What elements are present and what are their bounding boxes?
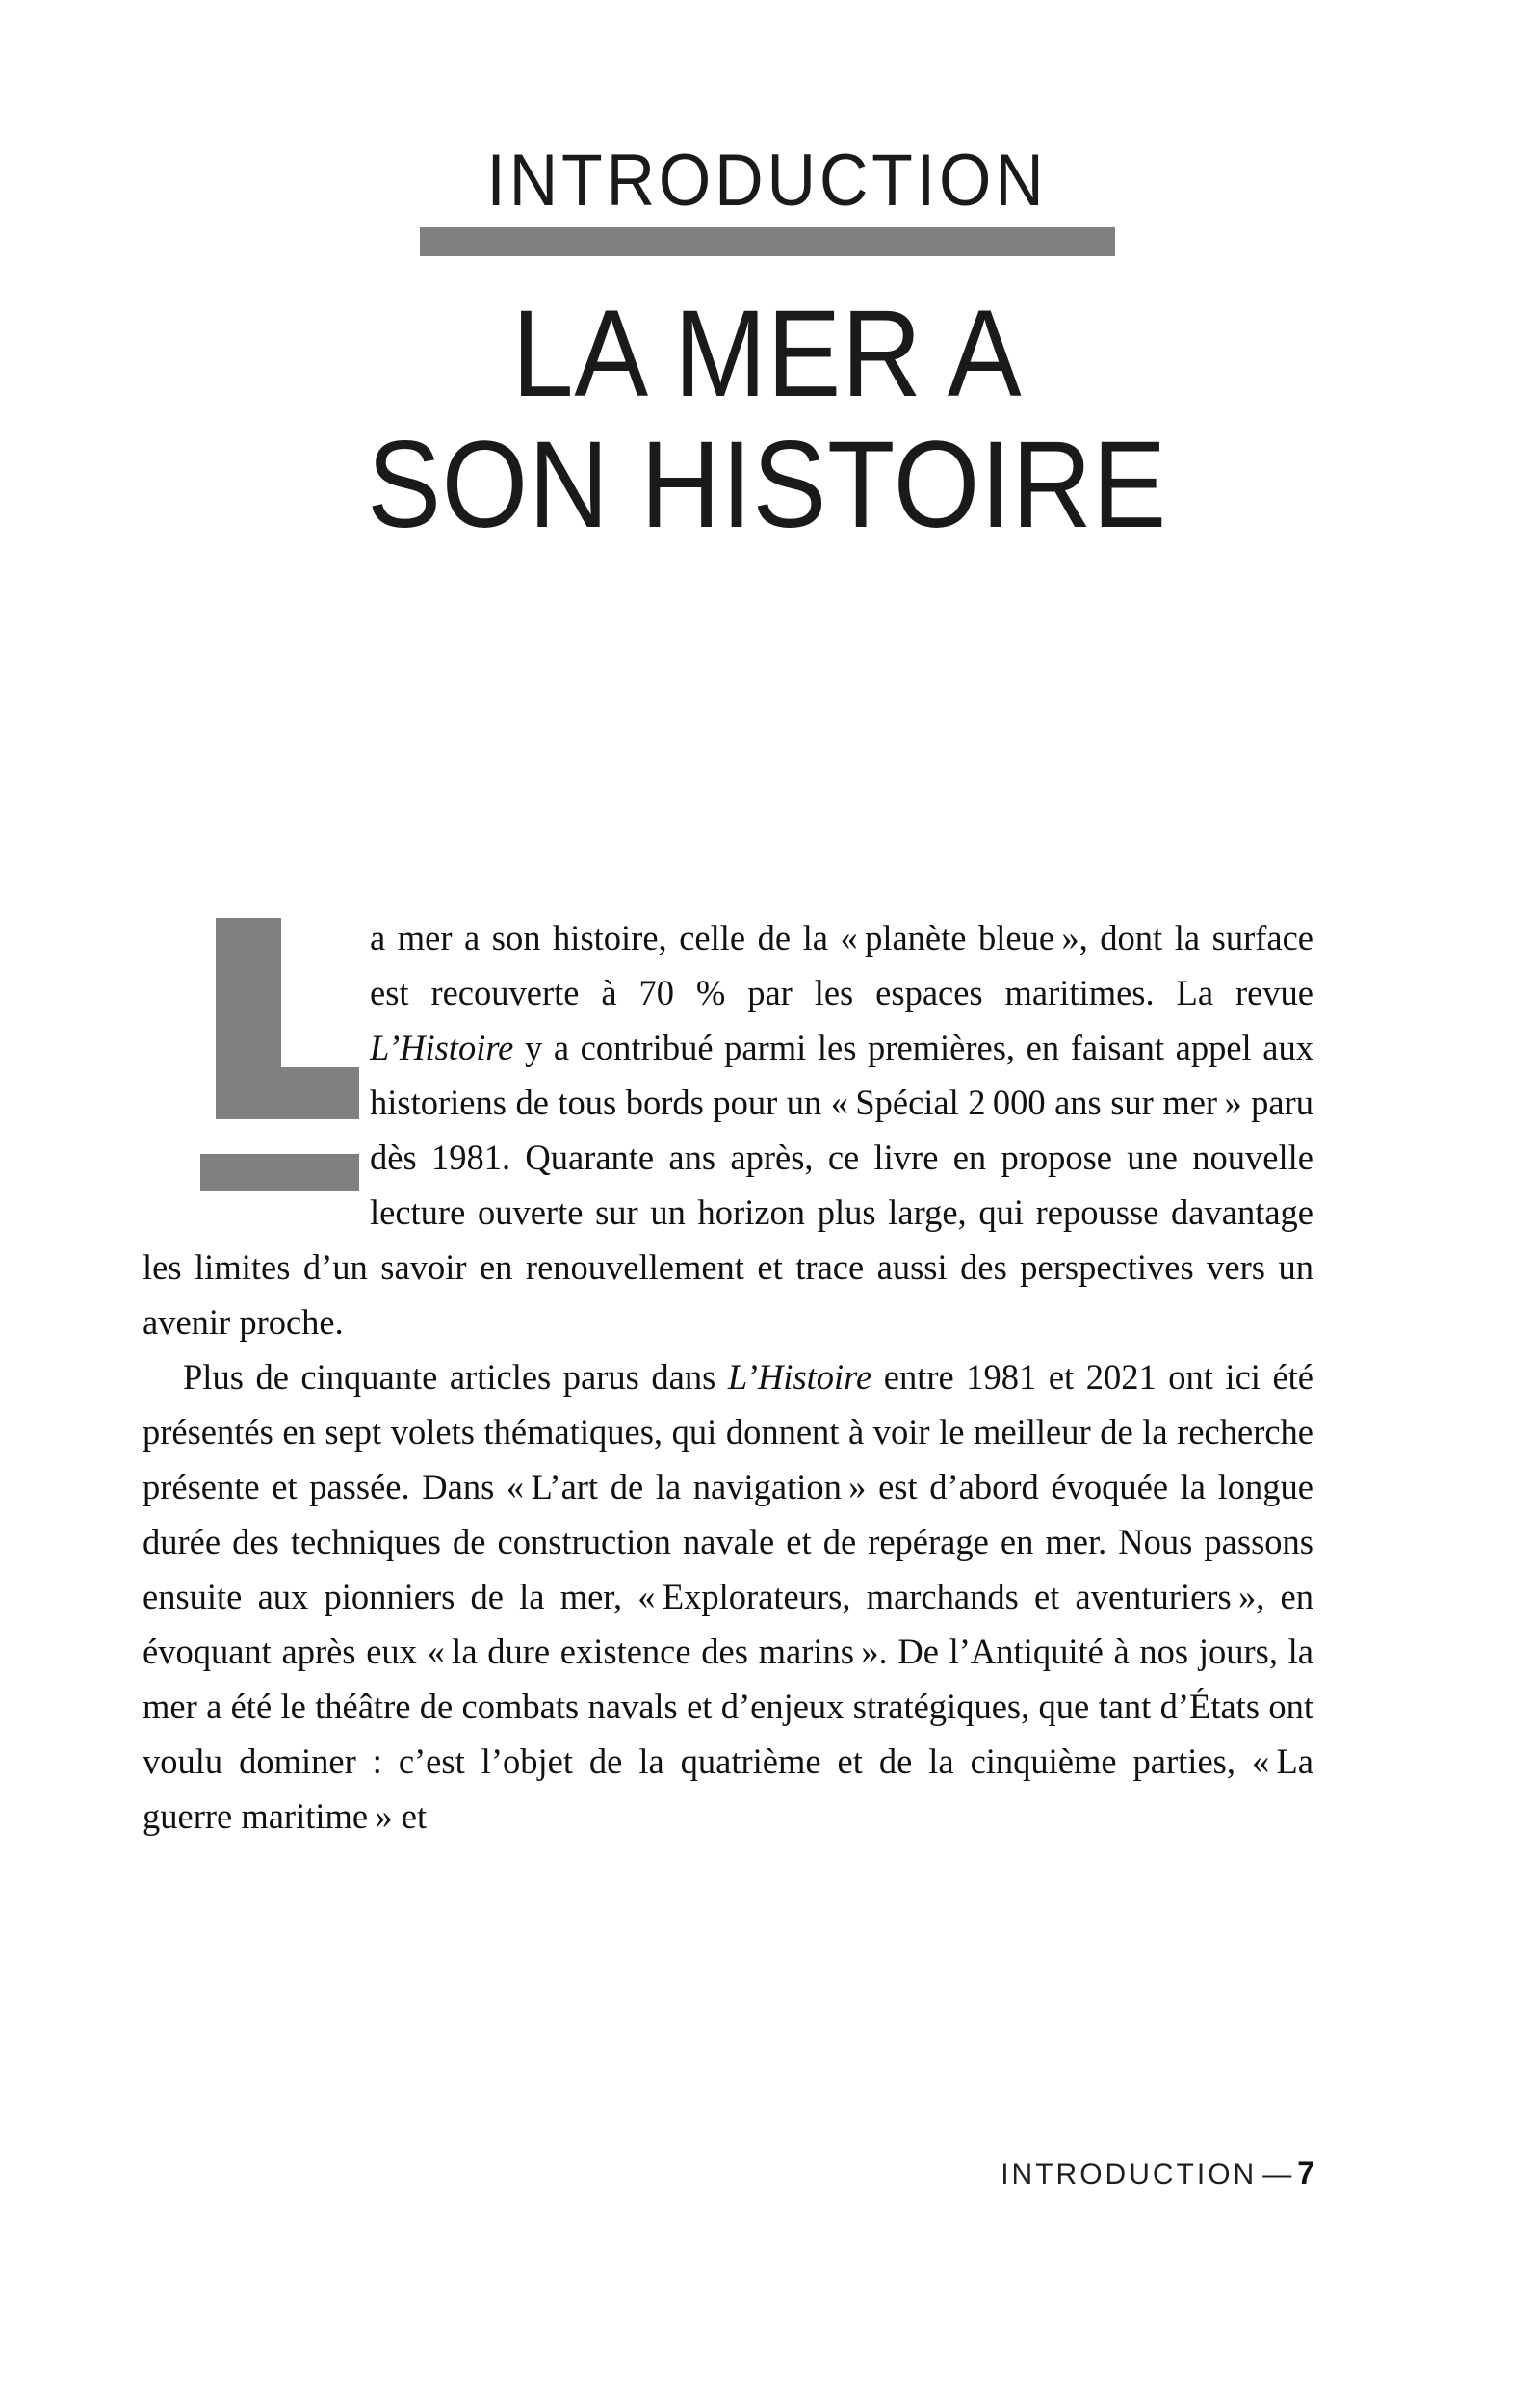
page-footer bbox=[0, 2156, 1534, 2191]
paragraph-2-run-1: Plus de cinquante articles parus dans bbox=[183, 1357, 728, 1397]
footer-section-label: INTRODUCTION bbox=[1001, 2159, 1258, 2190]
footer-dash: — bbox=[1262, 2159, 1292, 2190]
paragraph-1-run-2: y a contribué parmi les premières, en faisant appel aux historiens de tous bords pour un « Spécial 2 000 ans sur mer » paru dès 1981. Quarante ans après, ce livre en propose une nouvelle lecture ouverte sur un horizon plus large, qui repousse davantage les limites d’un savoir en renouvellement et trace aussi des perspectives vers un avenir proche. bbox=[143, 1028, 1313, 1342]
kicker-underline-rule bbox=[420, 227, 1115, 256]
kicker-introduction: INTRODUCTION bbox=[486, 140, 1048, 222]
dropcap-float-spacer bbox=[143, 910, 370, 1190]
page-title-line-2: SON HISTOIRE bbox=[367, 415, 1167, 554]
paragraph-1 bbox=[143, 910, 1313, 1349]
paragraph-1-italic-title-1: L’Histoire bbox=[370, 1028, 514, 1067]
page-title bbox=[77, 285, 1458, 554]
paragraph-2-run-2: entre 1981 et 2021 ont ici été présentés en sept volets thématiques, qui donnent à voir le meilleur de la recherche présente et passée. Dans « L’art de la navigation » est d’abord évoquée la longue durée des techniques de construction navale et de repérage en mer. Nous passons ensuite aux pionniers de la mer, « Explorateurs, marchands et aventuriers », en évoquant après eux « la dure existence des marins ». De l’Antiquité à nos jours, la mer a été le théâtre de combats navals et d’enjeux stratégiques, que tant d’États ont voulu dominer : c’est l’objet de la quatrième et de la cinquième parties, « La guerre maritime » et bbox=[143, 1357, 1313, 1836]
paragraph-2-italic-title-1: L’Histoire bbox=[727, 1357, 872, 1397]
paragraph-2 bbox=[143, 1349, 1313, 1844]
footer-page-number: 7 bbox=[1297, 2156, 1314, 2190]
paragraph-1-run-1: a mer a son histoire, celle de la « planète bleue », dont la surface est recouverte à 70 % par les espaces maritimes. La revue bbox=[370, 918, 1313, 1012]
page-title-line-1: LA MER A bbox=[511, 285, 1023, 423]
title-block bbox=[0, 140, 1534, 554]
body-text-area bbox=[143, 910, 1313, 1844]
